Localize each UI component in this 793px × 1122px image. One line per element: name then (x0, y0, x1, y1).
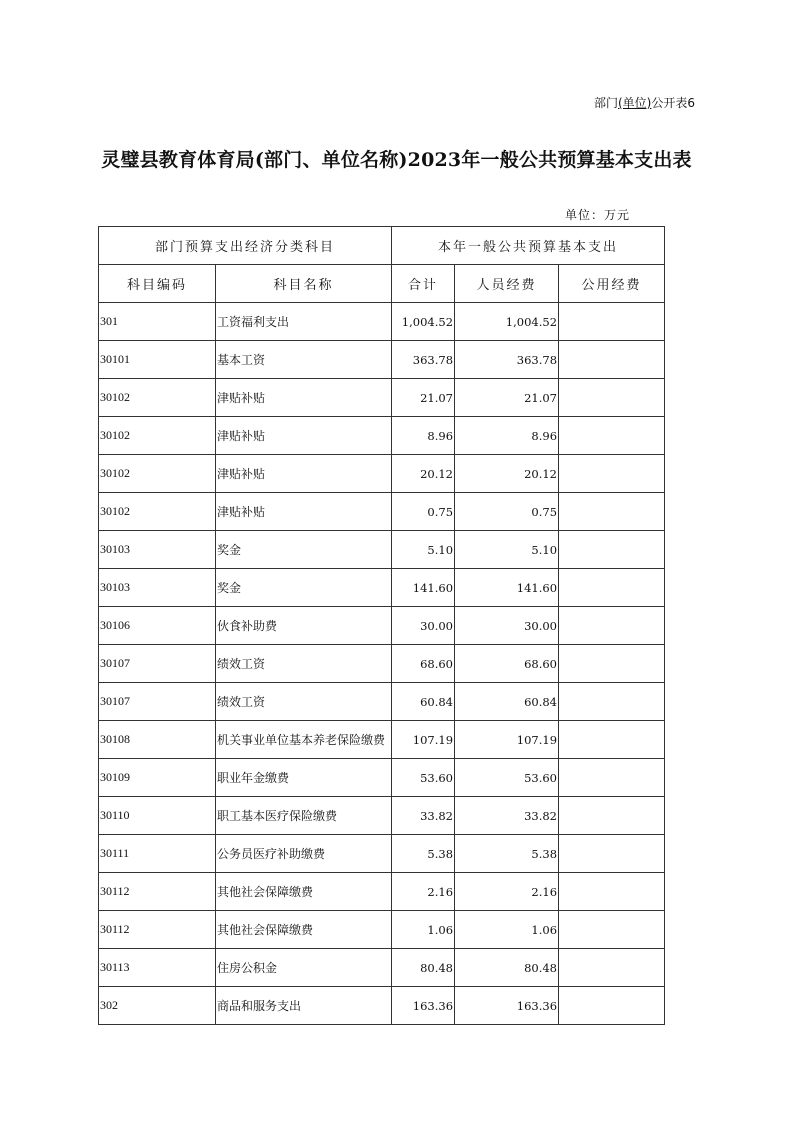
cell-code: 30103 (99, 531, 216, 569)
cell-personnel: 363.78 (455, 341, 559, 379)
cell-public (559, 531, 665, 569)
cell-total: 8.96 (392, 417, 455, 455)
cell-personnel: 5.10 (455, 531, 559, 569)
cell-total: 1,004.52 (392, 303, 455, 341)
cell-public (559, 683, 665, 721)
cell-public (559, 797, 665, 835)
cell-name: 工资福利支出 (216, 303, 392, 341)
table-row (99, 455, 665, 493)
cell-total: 363.78 (392, 341, 455, 379)
cell-name: 机关事业单位基本养老保险缴费 (216, 721, 392, 759)
cell-personnel: 141.60 (455, 569, 559, 607)
cell-total: 2.16 (392, 873, 455, 911)
table-row (99, 607, 665, 645)
cell-personnel: 8.96 (455, 417, 559, 455)
cell-name: 奖金 (216, 569, 392, 607)
cell-code: 30106 (99, 607, 216, 645)
cell-public (559, 303, 665, 341)
cell-code: 30102 (99, 379, 216, 417)
cell-total: 0.75 (392, 493, 455, 531)
unit-label: 单位：万元 (564, 208, 630, 222)
cell-code: 30102 (99, 417, 216, 455)
cell-name: 津贴补贴 (216, 493, 392, 531)
cell-personnel: 80.48 (455, 949, 559, 987)
cell-total: 60.84 (392, 683, 455, 721)
cell-total: 107.19 (392, 721, 455, 759)
cell-personnel: 1,004.52 (455, 303, 559, 341)
column-header-total: 合计 (392, 265, 455, 303)
cell-public (559, 987, 665, 1025)
cell-public (559, 379, 665, 417)
column-header-public: 公用经费 (559, 265, 665, 303)
cell-total: 5.38 (392, 835, 455, 873)
table-number-label (594, 94, 695, 111)
cell-total: 68.60 (392, 645, 455, 683)
table-row (99, 949, 665, 987)
cell-total: 21.07 (392, 379, 455, 417)
table-row (99, 531, 665, 569)
cell-personnel: 5.38 (455, 835, 559, 873)
cell-code: 30107 (99, 645, 216, 683)
table-row (99, 417, 665, 455)
corner-underlined: (单位) (617, 96, 652, 110)
cell-public (559, 835, 665, 873)
table-row (99, 835, 665, 873)
table-body (99, 303, 665, 1025)
cell-name: 绩效工资 (216, 683, 392, 721)
cell-code: 30103 (99, 569, 216, 607)
group-header-left: 部门预算支出经济分类科目 (99, 227, 392, 265)
cell-public (559, 455, 665, 493)
cell-public (559, 721, 665, 759)
cell-code: 30110 (99, 797, 216, 835)
cell-personnel: 0.75 (455, 493, 559, 531)
cell-personnel: 33.82 (455, 797, 559, 835)
cell-name: 绩效工资 (216, 645, 392, 683)
cell-total: 141.60 (392, 569, 455, 607)
cell-name: 职业年金缴费 (216, 759, 392, 797)
table-row (99, 303, 665, 341)
cell-name: 基本工资 (216, 341, 392, 379)
cell-total: 163.36 (392, 987, 455, 1025)
cell-total: 53.60 (392, 759, 455, 797)
group-header-row (99, 227, 665, 265)
cell-code: 30108 (99, 721, 216, 759)
cell-code: 30112 (99, 873, 216, 911)
cell-public (559, 873, 665, 911)
cell-public (559, 911, 665, 949)
cell-personnel: 30.00 (455, 607, 559, 645)
table-row (99, 341, 665, 379)
table-row (99, 911, 665, 949)
cell-personnel: 21.07 (455, 379, 559, 417)
cell-public (559, 949, 665, 987)
column-header-personnel: 人员经费 (455, 265, 559, 303)
page-title: 灵璧县教育体育局(部门、单位名称)2023年一般公共预算基本支出表 (101, 149, 692, 171)
cell-public (559, 417, 665, 455)
cell-total: 20.12 (392, 455, 455, 493)
cell-code: 30109 (99, 759, 216, 797)
cell-personnel: 20.12 (455, 455, 559, 493)
column-header-name: 科目名称 (216, 265, 392, 303)
cell-name: 其他社会保障缴费 (216, 911, 392, 949)
cell-total: 5.10 (392, 531, 455, 569)
cell-personnel: 163.36 (455, 987, 559, 1025)
cell-public (559, 569, 665, 607)
table-row (99, 569, 665, 607)
cell-code: 30111 (99, 835, 216, 873)
table-row (99, 759, 665, 797)
column-header-code: 科目编码 (99, 265, 216, 303)
cell-name: 其他社会保障缴费 (216, 873, 392, 911)
cell-code: 30107 (99, 683, 216, 721)
cell-name: 伙食补助费 (216, 607, 392, 645)
cell-personnel: 2.16 (455, 873, 559, 911)
cell-code: 302 (99, 987, 216, 1025)
cell-public (559, 341, 665, 379)
cell-public (559, 607, 665, 645)
cell-public (559, 759, 665, 797)
table-row (99, 721, 665, 759)
column-header-row (99, 265, 665, 303)
cell-name: 津贴补贴 (216, 379, 392, 417)
cell-code: 30102 (99, 493, 216, 531)
cell-public (559, 493, 665, 531)
cell-name: 职工基本医疗保险缴费 (216, 797, 392, 835)
cell-personnel: 53.60 (455, 759, 559, 797)
table-row (99, 987, 665, 1025)
cell-name: 奖金 (216, 531, 392, 569)
cell-total: 30.00 (392, 607, 455, 645)
cell-public (559, 645, 665, 683)
cell-name: 公务员医疗补助缴费 (216, 835, 392, 873)
cell-code: 30101 (99, 341, 216, 379)
cell-total: 80.48 (392, 949, 455, 987)
cell-name: 商品和服务支出 (216, 987, 392, 1025)
cell-code: 301 (99, 303, 216, 341)
table-row (99, 873, 665, 911)
cell-total: 1.06 (392, 911, 455, 949)
cell-total: 33.82 (392, 797, 455, 835)
cell-name: 津贴补贴 (216, 417, 392, 455)
table-row (99, 379, 665, 417)
budget-table (98, 226, 665, 1025)
group-header-right: 本年一般公共预算基本支出 (392, 227, 665, 265)
table-row (99, 683, 665, 721)
cell-personnel: 68.60 (455, 645, 559, 683)
corner-post: 公开表6 (651, 96, 695, 110)
cell-code: 30112 (99, 911, 216, 949)
cell-code: 30113 (99, 949, 216, 987)
cell-personnel: 107.19 (455, 721, 559, 759)
cell-name: 津贴补贴 (216, 455, 392, 493)
cell-code: 30102 (99, 455, 216, 493)
cell-name: 住房公积金 (216, 949, 392, 987)
corner-pre: 部门 (593, 96, 618, 110)
table-row (99, 645, 665, 683)
table-row (99, 493, 665, 531)
cell-personnel: 1.06 (455, 911, 559, 949)
cell-personnel: 60.84 (455, 683, 559, 721)
table-row (99, 797, 665, 835)
